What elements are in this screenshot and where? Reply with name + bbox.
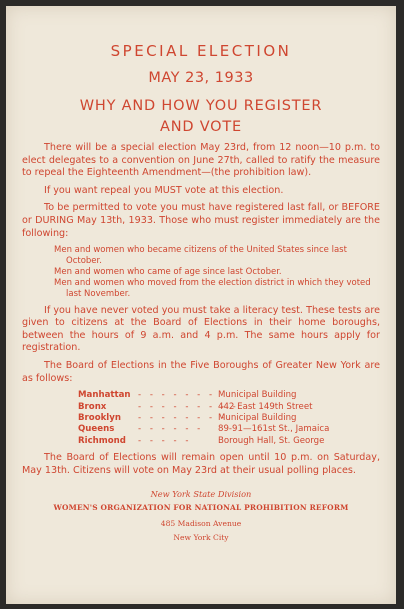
footer-organization: WOMEN'S ORGANIZATION FOR NATIONAL PROHIBITION REFORM (53, 503, 349, 513)
flyer-footer (22, 489, 380, 542)
registration-list (22, 245, 380, 300)
paragraph-board-hours: The Board of Elections will remain open until 10 p.m. on Saturday, May 13th. Citizens will vote on May 23rd at their usual polling places. (22, 452, 380, 476)
footer-division: New York State Division (150, 489, 252, 500)
flyer-title: SPECIAL ELECTION (110, 42, 292, 60)
table-row (78, 390, 380, 401)
heading-line-2: AND VOTE (159, 119, 243, 135)
borough-location: Borough Hall, St. George (218, 435, 325, 446)
borough-name: Brooklyn (78, 413, 121, 424)
list-item: Men and women who moved from the election district in which they voted last November. (54, 277, 371, 299)
borough-name: Richmond (78, 435, 126, 446)
flyer-heading (22, 96, 380, 138)
paragraph-literacy-test: If you have never voted you must take a literacy test. These tests are given to citizens at the Board of Elections in their home boroughs, between the hours of 9 a.m. and 4 p.m. The same hours apply for registration. (22, 304, 380, 354)
flyer-sheet (6, 6, 396, 604)
heading-line-1: WHY AND HOW YOU REGISTER (79, 98, 323, 114)
borough-leader: - - - - - - - - (138, 413, 227, 424)
borough-name: Manhattan (78, 390, 131, 401)
paragraph-registration: To be permitted to vote you must have registered last fall, or BEFORE or DURING May 13th, 1933. Those who must register immediately are the following: (22, 202, 380, 239)
paragraph-boroughs-intro: The Board of Elections in the Five Boroughs of Greater New York are as follows: (22, 360, 380, 384)
borough-leader: - - - - - (138, 435, 192, 446)
footer-address: 485 Madison Avenue (160, 519, 242, 529)
list-item: Men and women who became citizens of the United States since last October. (54, 245, 347, 267)
borough-leader: - - - - - - (138, 424, 204, 435)
borough-name: Bronx (78, 401, 107, 412)
borough-location: 89-91—161st St., Jamaica (218, 424, 330, 435)
borough-table (78, 390, 380, 447)
table-row (78, 424, 380, 435)
election-date: MAY 23, 1933 (148, 70, 254, 86)
footer-city: New York City (173, 533, 229, 543)
table-row (78, 402, 380, 413)
table-row (78, 436, 380, 447)
borough-leader: - - - - - - - (138, 390, 216, 401)
borough-leader: - - - - - - - - - (138, 401, 239, 412)
paragraph-must-vote: If you want repeal you MUST vote at this election. (44, 184, 284, 196)
table-row (78, 413, 380, 424)
borough-name: Queens (78, 424, 115, 435)
paragraph-election-info: There will be a special election May 23rd, from 12 noon—10 p.m. to elect delegates to a convention on June 27th, called to ratify the measure to repeal the Eighteenth Amendment—(the prohibition law). (22, 142, 380, 179)
borough-location: Municipal Building (218, 390, 297, 401)
borough-location: Municipal Building (218, 413, 297, 424)
list-item: Men and women who came of age since last October. (54, 266, 282, 277)
borough-location: 442 East 149th Street (218, 401, 313, 412)
